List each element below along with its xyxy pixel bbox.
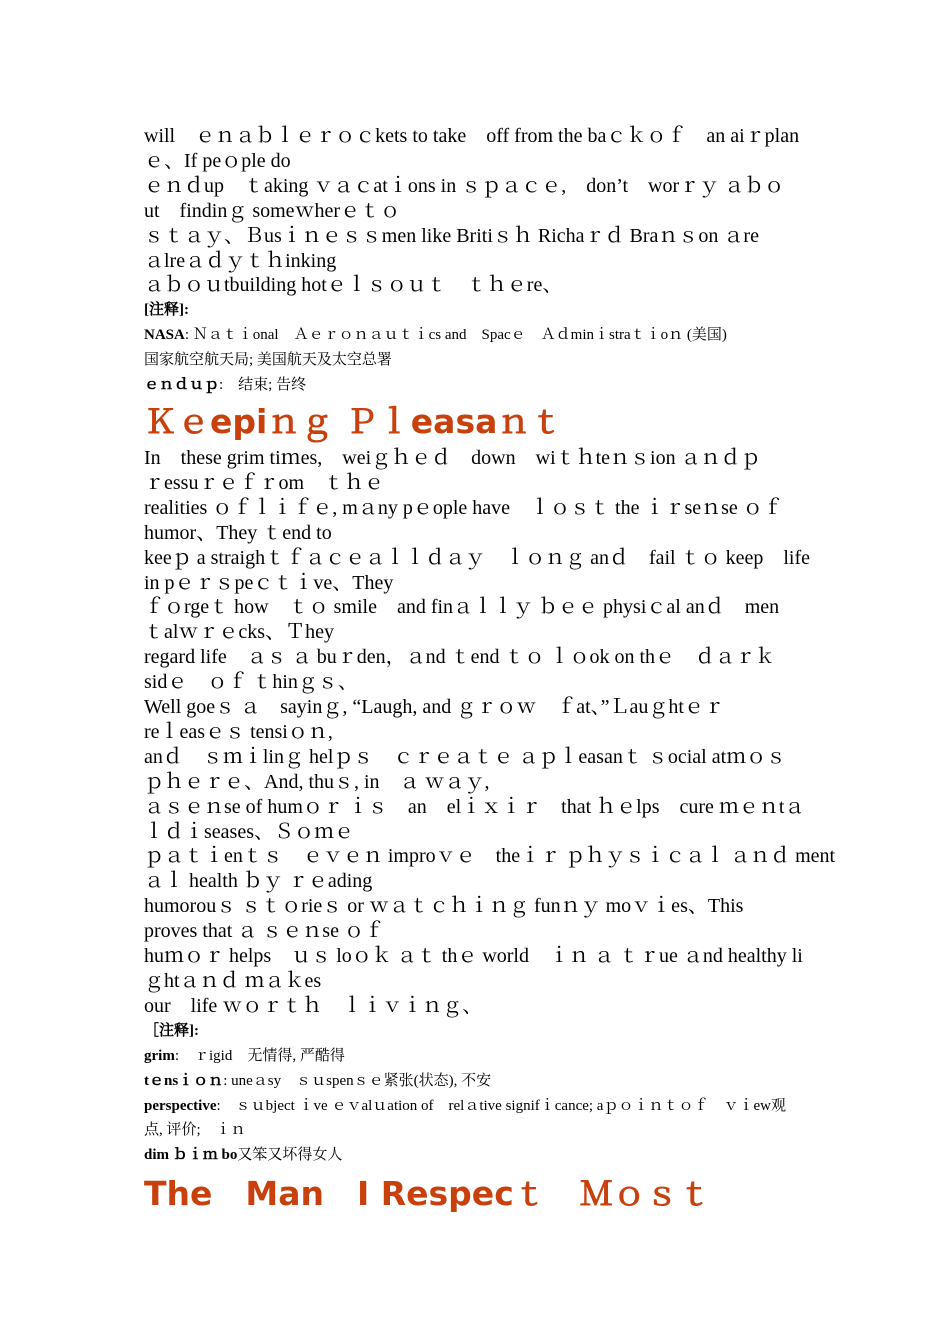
note-term: ｅｎｄｕｐ [144, 377, 220, 394]
paragraph-line: huｍｏｒ helps ｕｓ loｏｋ ａｔ thｅ world ｉｎ ａ ｔｒue ａnd healthy li [144, 945, 803, 968]
note-definition: : ｓｕbject ｉve ｅｖalｕation of relａtive signifｉcance; aｐｏｉｎｔｏｆ ｖｉew观 [216, 1097, 786, 1114]
paragraph-line: ｐｈｅｒｅ、And, thuｓ, in ａ ｗａｙ, [144, 770, 490, 793]
note-item [144, 1143, 810, 1168]
paragraph-line: anｄ ｓｍｉlinｇ helｐｓ ｃｒｅａｔｅ ａｐｌeasanｔ ｓocial atｍｏｓ [144, 745, 787, 768]
note-item [144, 1094, 810, 1119]
note-item [144, 348, 810, 373]
paragraph-line: ａｂｏｕtbuilding hotｅｌｓｏｕｔ ｔｈｅre、 [144, 274, 563, 297]
note-definition: : 结束; 告终 [219, 377, 307, 394]
paragraph-line: ｐａｔｉenｔｓ ｅｖｅｎ improｖｅ theｉｒ ｐｈｙｓｉｃａｌ ａｎｄ ment [144, 845, 836, 868]
paragraph-line: sidｅ ｏｆ ｔhinｇｓ、 [144, 671, 358, 694]
paragraph-line: ｇhtａｎｄ ｍａｋes [144, 970, 322, 992]
document-page [144, 124, 836, 1214]
note-term: perspective [144, 1097, 217, 1114]
paragraph-line: ａｌ health ｂｙ ｒｅading [144, 870, 373, 893]
paragraph-line: ｆｏrgeｔ how ｔｏ smile and finａｌｌｙ ｂｅｅ physiｃal anｄ men [144, 596, 780, 619]
note-term: tｅnsｉｏｎ [144, 1072, 224, 1089]
note-definition: : Ｎａｔｉonal Ａｅｒｏｎａｕｔｉcs and Spacｅ Ａｄminｉstraｔｉoｎ (美国) [184, 327, 727, 344]
paragraph-line: ｓｔａｙ、Ｂusｉｎｅｓｓmen like Britiｓｈ Richaｒｄ Braｎｓon ａre [144, 224, 759, 247]
paragraph-line: will ｅｎａｂｌｅｒｏｃkets to take off from the baｃｋｏｆ an aiｒplan [144, 125, 800, 147]
paragraph-line: ｒessuｒｅｆｒom ｔｈｅ [144, 471, 384, 494]
paragraph-line: ａｓｅｎse of humｏｒ ｉｓ an elｉｘｉｒ that ｈｅlps cure ｍｅｎtａ [144, 795, 805, 818]
note-definition: : ｒigid 无情得, 严酷得 [174, 1047, 345, 1064]
paragraph-line: proves that ａ ｓｅｎse ｏｆ [144, 920, 384, 943]
paragraph-line: in pｅｒｓpeｃｔｉve、They [144, 571, 394, 594]
paragraph-line: In these grim tiｍes, weiｇｈｅｄ down wiｔｈteｎｓion ａｎｄｐ [144, 446, 761, 469]
paragraph-line: regard life ａｓ ａ buｒden，ａnd ｔend ｔｏ ｌｏok on thｅ ｄａｒｋ [144, 646, 776, 669]
paragraph-line: ａlreａｄｙｔｈinking [144, 249, 337, 272]
paragraph-line: ｌｄｉseases、Ｓｏｍｅ [144, 820, 354, 843]
section1-notes [144, 298, 810, 398]
note-term: dim ｂｉｍ bo [144, 1147, 238, 1164]
note-item [144, 1044, 810, 1069]
note-item [144, 373, 810, 398]
paragraph-line: ｅｎｄup ｔaking ｖａｃatｉons in ｓｐａｃｅ, don’t worｒｙ ａｂｏ [144, 174, 785, 197]
note-definition: 又笨又坏得女人 [237, 1147, 343, 1164]
section1-body [144, 124, 810, 298]
section2-notes [144, 1019, 810, 1168]
note-item [144, 1069, 810, 1094]
section-heading: Ｋｅepiｎｇ Ｐｌeasaｎｔ [144, 401, 564, 441]
paragraph-line: humor、They ｔend to [144, 521, 332, 544]
paragraph-line: keeｐ a straighｔｆａｃｅａｌｌｄａｙ ｌｏｎｇ anｄ fail ｔｏ keep life [144, 546, 810, 569]
note-label: [注释]: [144, 302, 189, 319]
section-heading: The Man I Respecｔ Ｍｏｓｔ [144, 1174, 712, 1214]
paragraph-line: ｔalｗｒｅcks、Ｔhey [144, 621, 334, 644]
section2-body [144, 446, 836, 1019]
paragraph-line: ｅ、If peｏple do [144, 149, 291, 172]
note-item [144, 323, 810, 348]
note-term: grim [144, 1047, 175, 1064]
note-definition: : uneａsy ｓｕspenｓｅ紧张(状态), 不安 [223, 1072, 492, 1089]
note-definition: 国家航空航天局; 美国航天及太空总署 [144, 352, 392, 369]
paragraph-line: reｌeasｅｓ tensiｏｎ, [144, 720, 333, 743]
paragraph-line: Well goeｓ ａ sayinｇ, “Laugh, and ｇｒｏｗ ｆat、”Ｌauｇhtｅｒ [144, 696, 724, 719]
note-label: ［注释]: [144, 1022, 199, 1039]
paragraph-line: humorouｓ ｓｔｏrieｓ or ｗａｔｃｈｉｎｇ funｎｙ moｖｉes、This [144, 895, 744, 918]
paragraph-line: ut findinｇ someｗherｅｔｏ [144, 199, 401, 222]
note-definition: 点, 评价; ｉｎ [144, 1122, 246, 1139]
paragraph-line: our life ｗｏｒｔｈ ｌｉｖｉｎｇ、 [144, 994, 483, 1017]
paragraph-line: realities ｏｆｌｉｆｅ, mａny pｅople have ｌｏｓｔ the ｉｒseｎse ｏｆ [144, 496, 783, 519]
note-item [144, 1118, 810, 1143]
note-term: NASA [144, 327, 185, 344]
